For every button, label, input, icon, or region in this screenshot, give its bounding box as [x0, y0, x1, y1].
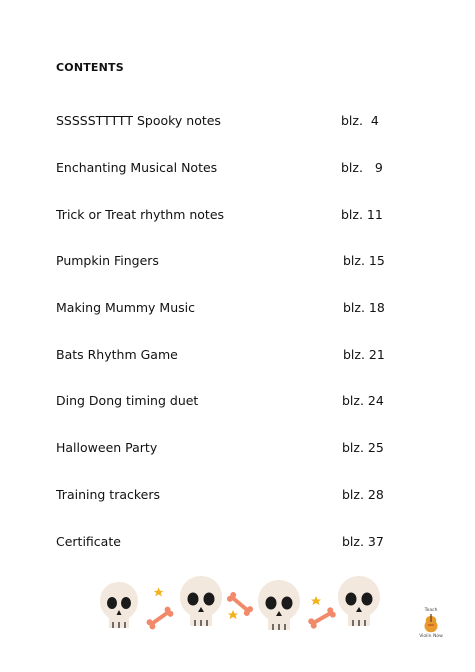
- star-icon: [154, 587, 164, 596]
- toc-entry-page: blz. 21: [343, 347, 385, 362]
- toc-entry: [56, 205, 386, 225]
- brand-line-1: Teach: [424, 608, 438, 613]
- toc-entry-title: Halloween Party: [56, 440, 158, 455]
- toc-entry-page: blz. 4: [341, 113, 379, 128]
- toc-entry-page: blz. 18: [343, 300, 385, 315]
- skull-icon: [180, 576, 222, 626]
- toc-entry-title: Bats Rhythm Game: [56, 347, 178, 362]
- violin-icon: [422, 614, 440, 634]
- toc-entry-page: blz. 24: [342, 393, 384, 408]
- toc-entry-title: Enchanting Musical Notes: [56, 160, 218, 175]
- toc-entry: [56, 158, 386, 178]
- bone-icon: [307, 606, 337, 630]
- skull-icon: [258, 580, 300, 630]
- star-icon: [311, 596, 321, 605]
- toc-entry-page: blz. 11: [341, 207, 383, 222]
- toc-entry-page: blz. 25: [342, 440, 384, 455]
- toc-entry-title: SSSSSTTTTT Spooky notes: [56, 113, 221, 128]
- skull-icon: [338, 576, 380, 626]
- toc-entry-title: Pumpkin Fingers: [56, 253, 159, 268]
- brand-logo: [416, 608, 446, 640]
- toc-entry-page: blz. 15: [343, 253, 385, 268]
- toc-entry-page: blz. 28: [342, 487, 384, 502]
- toc-entry-title: Certificate: [56, 534, 121, 549]
- toc-entry: [56, 111, 386, 131]
- toc-entry: [56, 251, 386, 271]
- brand-line-2: Violin Now: [419, 634, 443, 639]
- bone-icon: [145, 605, 174, 630]
- toc-entry-page: blz. 9: [341, 160, 383, 175]
- skull-icon: [100, 582, 138, 628]
- toc-entry-page: blz. 37: [342, 534, 384, 549]
- toc-entry: [56, 485, 386, 505]
- contents-heading: contents: [56, 57, 124, 75]
- toc-entry: [56, 345, 386, 365]
- toc-entry-title: Training trackers: [56, 487, 161, 502]
- toc-entry: [56, 391, 386, 411]
- toc-entry-title: Making Mummy Music: [56, 300, 195, 315]
- star-icon: [228, 610, 238, 619]
- toc-entry: [56, 298, 386, 318]
- toc-entry-title: Trick or Treat rhythm notes: [56, 207, 225, 222]
- toc-entry: [56, 438, 386, 458]
- toc-entry-title: Ding Dong timing duet: [56, 393, 199, 408]
- bone-icon: [226, 591, 255, 617]
- toc-entry: [56, 532, 386, 552]
- skull-bone-decoration: [90, 572, 390, 642]
